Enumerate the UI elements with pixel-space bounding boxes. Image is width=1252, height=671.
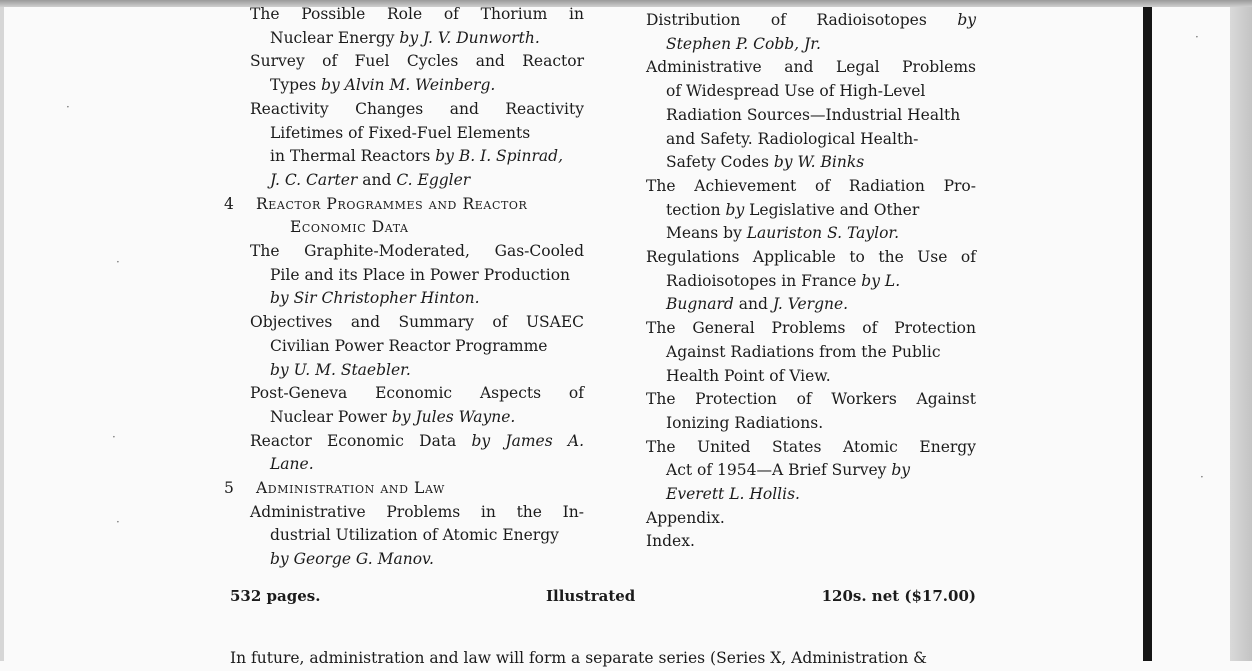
toc-entry [646,530,976,554]
page-count: 532 pages. [230,587,321,605]
toc-entry-line: Means by Lauriston S. Taylor. [666,224,900,243]
toc-entry-line: by George G. Manov. [270,550,434,569]
toc-entry [250,501,584,572]
scan-speck: · [112,430,116,444]
toc-entry-line: Ionizing Radiations. [666,413,824,432]
window-top-bar [0,0,1252,7]
toc-entry-line: Administrative and Legal Problems [646,58,976,77]
toc-entry-line: Everett L. Hollis. [666,485,800,504]
toc-entry [646,246,976,317]
toc-entry-line: Reactor Economic Data by James A. [250,431,585,450]
toc-entry [250,430,584,477]
toc-entry-line: dustrial Utilization of Atomic Energy [270,526,559,545]
toc-entry-line: Bugnard and J. Vergne. [666,295,849,314]
toc-entry [250,311,584,382]
toc-entry-line: Radiation Sources—Industrial Health [666,105,961,124]
toc-entry-line: Radioisotopes in France by L. [666,271,901,290]
toc-entry-line: Safety Codes by W. Binks [666,153,865,172]
toc-entry-line: The United States Atomic Energy [646,437,976,456]
toc-entry-line: Regulations Applicable to the Use of [646,248,976,267]
toc-entry [646,507,976,531]
toc-left-column [224,3,584,572]
series-note: In future, administration and law will form a separate series (Series X, Administration & [230,649,927,667]
toc-entry-line: Health Point of View. [666,366,831,385]
toc-entry-line: Lifetimes of Fixed-Fuel Elements [270,123,531,142]
toc-entry-line: The Protection of Workers Against [646,390,976,409]
scan-speck: · [66,100,70,114]
toc-entry-line: Nuclear Power by Jules Wayne. [270,407,516,426]
section-title: Administration and Law [256,479,445,498]
toc-entry [646,436,976,507]
toc-entry-line: Administrative Problems in the In- [250,502,584,521]
toc-entry [646,9,976,56]
toc-entry-line: Nuclear Energy by J. V. Dunworth. [270,28,540,47]
toc-right-column [646,9,976,554]
toc-entry-line: Survey of Fuel Cycles and Reactor [250,52,584,71]
toc-entry-line: Against Radiations from the Public [666,342,941,361]
document-page [0,5,1230,667]
scan-speck: · [1195,30,1199,44]
toc-entry [646,388,976,435]
toc-entry-line: Index. [646,532,695,551]
toc-entry-line: Civilian Power Reactor Programme [270,336,548,355]
toc-entry [250,50,584,97]
section-heading [224,477,584,501]
toc-entry [646,56,976,175]
toc-entry [250,240,584,311]
toc-entry [250,98,584,193]
section-heading [224,193,584,240]
toc-entry-line: Act of 1954—A Brief Survey by [666,461,910,480]
section-number: 4 [224,194,234,213]
toc-entry-line: Post-Geneva Economic Aspects of [250,384,584,403]
scrollbar-track[interactable] [1230,7,1252,661]
toc-entry-line: Lane. [270,455,314,474]
toc-entry-line: by U. M. Staebler. [270,360,411,379]
scan-speck: · [116,255,120,269]
toc-entry-line: The General Problems of Protection [646,319,976,338]
toc-entry [250,382,584,429]
toc-entry-line: in Thermal Reactors by B. I. Spinrad, [270,147,564,166]
book-details [230,585,976,609]
toc-entry-line: The Graphite-Moderated, Gas-Cooled [250,242,584,261]
section-title: Reactor Programmes and Reactor [256,194,528,213]
price: 120s. net ($17.00) [821,587,976,605]
toc-entry [646,175,976,246]
toc-entry-line: Reactivity Changes and Reactivity [250,99,584,118]
toc-entry-line: Stephen P. Cobb, Jr. [666,34,821,53]
toc-entry-line: Distribution of Radioisotopes by [646,11,976,29]
toc-entry-line: Objectives and Summary of USAEC [250,313,584,332]
toc-entry-line: of Widespread Use of High-Level [666,82,926,101]
toc-entry [646,317,976,388]
section-title: Economic Data [290,218,409,237]
section-number: 5 [224,479,234,498]
toc-entry-line: Types by Alvin M. Weinberg. [270,76,496,95]
toc-entry-line: Pile and its Place in Power Production [270,265,571,284]
toc-entry-line: The Possible Role of Thorium in [250,5,584,23]
toc-entry-line: by Sir Christopher Hinton. [270,289,480,308]
scan-speck: · [1200,470,1204,484]
toc-entry-line: Appendix. [646,508,725,527]
toc-entry [250,3,584,50]
toc-entry-line: and Safety. Radiological Health- [666,129,919,148]
toc-entry-line: J. C. Carter and C. Eggler [270,170,471,189]
toc-entry-line: tection by Legislative and Other [666,200,920,219]
toc-entry-line: The Achievement of Radiation Pro- [646,176,976,195]
scan-speck: · [116,515,120,529]
illustrated-label: Illustrated [546,587,636,605]
